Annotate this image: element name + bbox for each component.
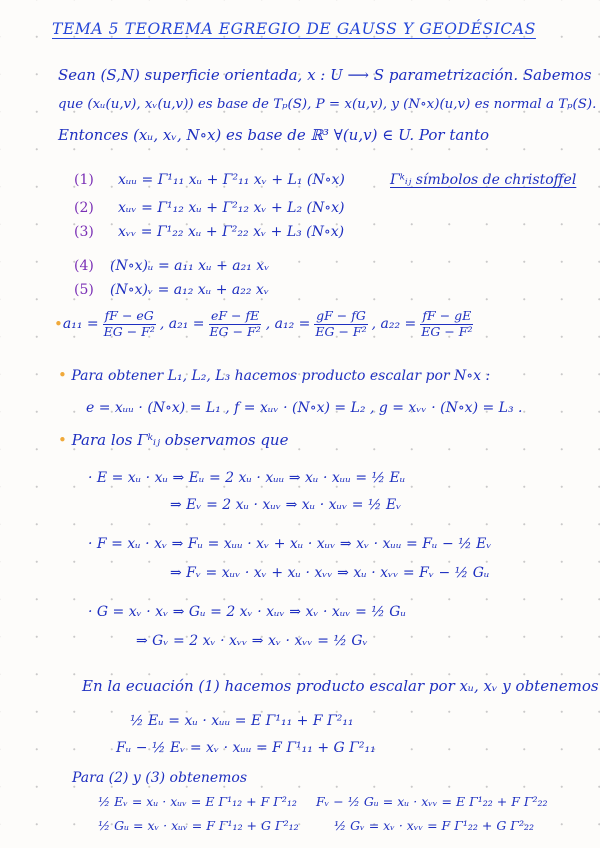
gamma-G-line-1: · G = xᵥ · xᵥ ⇒ Gᵤ = 2 xᵥ · xᵤᵥ ⇒ xᵥ · xᵤᵥ = ½ Gᵤ [88,604,407,620]
a21-numerator: eF − fE [210,308,260,323]
bullet-icon: • [58,366,67,384]
section-l-heading: Para obtener L₁, L₂, L₃ hacemos producto escalar por N∘x : [71,368,491,384]
intro-line-3: Entonces (xᵤ, xᵥ, N∘x) es base de ℝ³ ∀(u,v) ∈ U. Por tanto [58,126,490,144]
section-gamma-heading-row [58,433,288,448]
a22-numerator: fF − gE [422,308,472,323]
section-eq23-left-2: ½ Gᵤ = xᵥ · xᵤᵥ = F Γ¹₁₂ + G Γ²₁₂ [98,818,299,833]
section-eq23-left-1: ½ Eᵥ = xᵤ · xᵤᵥ = E Γ¹₁₂ + F Γ²₁₂ [98,794,297,809]
section-eq1-result-1: ½ Eᵤ = xᵤ · xᵤᵤ = E Γ¹₁₁ + F Γ²₁₁ [130,713,354,729]
page-title: TEMA 5 TEOREMA EGREGIO DE GAUSS Y GEODÉSICAS [52,20,536,38]
a12-denominator: EG − F² [315,323,367,339]
a12-fraction [313,310,368,338]
gamma-F-line-1: · F = xᵤ · xᵥ ⇒ Fᵤ = xᵤᵤ · xᵥ + xᵤ · xᵤᵥ ⇒ xᵥ · xᵤᵤ = Fᵤ − ½ Eᵥ [88,536,492,552]
intro-line-1: Sean (S,N) superficie orientada, x : U ⟶ S parametrización. Sabemos [58,66,592,84]
bullet-icon: • [54,314,63,333]
a12-label: , a₁₂ = [265,316,311,332]
equation-number-2: (2) [74,200,94,216]
christoffel-note: Γᵏᵢⱼ símbolos de christoffel [390,172,577,188]
gamma-G-line-2: ⇒ Gᵥ = 2 xᵥ · xᵥᵥ ⇒ xᵥ · xᵥᵥ = ½ Gᵥ [136,633,368,649]
a11-denominator: EG − F² [103,323,155,339]
a11-numerator: fF − eG [104,308,154,323]
a21-label: , a₂₁ = [159,316,205,332]
intro-line-2: que (xᵤ(u,v), xᵥ(u,v)) es base de Tₚ(S), P = x(u,v), y (N∘x)(u,v) es normal a Tₚ(S). [58,97,597,112]
gamma-E-line-1: · E = xᵤ · xᵤ ⇒ Eᵤ = 2 xᵤ · xᵤᵤ ⇒ xᵤ · xᵤᵤ = ½ Eᵤ [88,470,406,486]
equation-number-4: (4) [74,258,94,274]
equation-1: xᵤᵤ = Γ¹₁₁ xᵤ + Γ²₁₁ xᵥ + L₁ (N∘x) [118,172,345,188]
gamma-F-line-2: ⇒ Fᵥ = xᵤᵥ · xᵥ + xᵤ · xᵥᵥ ⇒ xᵤ · xᵥᵥ = Fᵥ − ½ Gᵤ [170,565,490,581]
a12-numerator: gF − fG [316,308,366,323]
equation-3: xᵥᵥ = Γ¹₂₂ xᵤ + Γ²₂₂ xᵥ + L₃ (N∘x) [118,224,345,240]
section-eq23-right-1: Fᵥ − ½ Gᵤ = xᵤ · xᵥᵥ = E Γ¹₂₂ + F Γ²₂₂ [316,794,548,809]
a22-fraction [419,310,474,338]
gamma-E-line-2: ⇒ Eᵥ = 2 xᵤ · xᵤᵥ ⇒ xᵤ · xᵤᵥ = ½ Eᵥ [170,497,402,513]
section-eq1-heading: En la ecuación (1) hacemos producto escalar por xᵤ, xᵥ y obtenemos [82,677,599,695]
equation-4: (N∘x)ᵤ = a₁₁ xᵤ + a₂₁ xᵥ [110,258,270,274]
section-gamma-heading: Para los Γᵏᵢⱼ observamos que [71,431,289,449]
equation-2: xᵤᵥ = Γ¹₁₂ xᵤ + Γ²₁₂ xᵥ + L₂ (N∘x) [118,200,345,216]
bullet-icon: • [58,431,67,449]
coefficients-row [54,310,477,338]
a21-denominator: EG − F² [209,323,261,339]
section-l-line: e = xᵤᵤ · (N∘x) = L₁ , f = xᵤᵥ · (N∘x) = L₂ , g = xᵥᵥ · (N∘x) = L₃ . [86,400,523,416]
section-eq23-heading: Para (2) y (3) obtenemos [72,770,248,786]
section-eq1-result-2: Fᵤ − ½ Eᵥ = xᵥ · xᵤᵤ = F Γ¹₁₁ + G Γ²₁₁ [116,740,376,756]
equation-number-5: (5) [74,282,94,298]
equation-number-3: (3) [74,224,94,240]
a22-denominator: EG − F² [421,323,473,339]
a11-label: a₁₁ = [62,316,99,332]
a21-fraction [208,310,263,338]
section-eq23-right-2: ½ Gᵥ = xᵥ · xᵥᵥ = F Γ¹₂₂ + G Γ²₂₂ [334,818,534,833]
a22-label: , a₂₂ = [371,316,417,332]
equation-number-1: (1) [74,172,94,188]
equation-5: (N∘x)ᵥ = a₁₂ xᵤ + a₂₂ xᵥ [110,282,270,298]
section-l-heading-row [58,368,490,383]
a11-fraction [102,310,157,338]
